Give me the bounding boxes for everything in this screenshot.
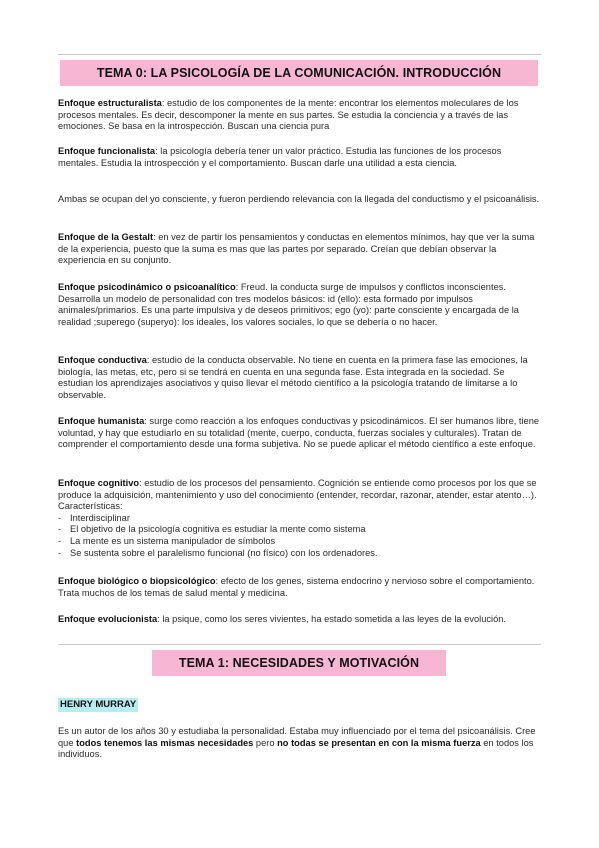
gestalt-paragraph bbox=[58, 232, 542, 267]
list-item: - Se sustenta sobre el paralelismo funcional (no físico) con los ordenadores. bbox=[58, 548, 542, 560]
psicodinamico-term: Enfoque psicodinámico o psicoanalítico bbox=[58, 282, 236, 292]
list-item: - Interdisciplinar bbox=[58, 513, 542, 525]
murray-text-mid: pero bbox=[253, 737, 278, 748]
humanista-text: : surge como reacción a los enfoques conductivas y psicodinámicos. El ser humanos libre, tiene voluntad, y hay que estudiarlo en su totalidad (mente, cuerpo, conducta, fuerzas sociales y culturales). Tratan de comprender el comportamiento desde una forma subjetiva. No se puede aplicar el método científico a este enfoque. bbox=[58, 416, 540, 450]
cognitivo-term: Enfoque cognitivo bbox=[58, 478, 140, 488]
cognitivo-paragraph bbox=[58, 478, 542, 513]
ambas-paragraph: Ambas se ocupan del yo consciente, y fueron perdiendo relevancia con la llegada del conductismo y el psicoanálisis. bbox=[58, 194, 540, 204]
humanista-paragraph bbox=[58, 416, 542, 451]
psicodinamico-paragraph bbox=[58, 282, 542, 328]
cognitivo-list bbox=[58, 513, 542, 559]
gestalt-term: Enfoque de la Gestalt bbox=[58, 232, 154, 242]
tema1-title: TEMA 1: NECESIDADES Y MOTIVACIÓN bbox=[152, 650, 446, 676]
divider bbox=[58, 644, 541, 645]
henry-murray-heading: HENRY MURRAY bbox=[60, 699, 137, 710]
biologico-paragraph bbox=[58, 576, 542, 599]
list-item: - La mente es un sistema manipulador de símbolos bbox=[58, 536, 542, 548]
murray-bold-2: no todas se presentan en con la misma fuerza bbox=[277, 737, 481, 748]
estructuralista-term: Enfoque estructuralista bbox=[58, 98, 162, 108]
biologico-term: Enfoque biológico o biopsicológico bbox=[58, 576, 216, 586]
funcionalista-text: : la psicología debería tener un valor práctico. Estudia las funciones de los procesos mentales. Estudia la introspección y el comportamiento. Buscan darle una utilidad a esta ciencia. bbox=[58, 146, 502, 168]
estructuralista-paragraph bbox=[58, 98, 542, 133]
evolucionista-text: : la psique, como los seres vivientes, ha estado sometida a las leyes de la evolución. bbox=[157, 614, 507, 624]
conductiva-term: Enfoque conductiva bbox=[58, 355, 147, 365]
gestalt-text: : en vez de partir los pensamientos y conductas en elementos mínimos, hay que ver la suma de la experiencia, puesto que la suma es mas que las partes por separado. Creían que debían observar la experiencia en su conjunto. bbox=[58, 232, 535, 266]
conductiva-paragraph bbox=[58, 355, 542, 401]
murray-text-end: en todos los individuos. bbox=[58, 737, 534, 760]
humanista-term: Enfoque humanista bbox=[58, 416, 145, 426]
evolucionista-term: Enfoque evolucionista bbox=[58, 614, 158, 624]
funcionalista-term: Enfoque funcionalista bbox=[58, 146, 156, 156]
murray-bold-1: todos tenemos las mismas necesidades bbox=[76, 737, 254, 748]
list-item: - El objetivo de la psicología cognitiva es estudiar la mente como sistema bbox=[58, 524, 542, 536]
conductiva-text: : estudio de la conducta observable. No tiene en cuenta en la primera fase las emociones, la biología, las metas, etc, pero si se tendrá en cuenta en una segunda fase. Esta integrada en la sociedad. Se estudian los aprendizajes asociativos y quiso llevar el método científico a la psicología tratando de limitarse a lo observable. bbox=[58, 355, 528, 400]
murray-paragraph bbox=[58, 726, 542, 761]
biologico-text: : efecto de los genes, sistema endocrino y nervioso sobre el comportamiento. Trata muchos de los temas de salud mental y medicina. bbox=[58, 576, 535, 598]
psicodinamico-text: : Freud. la conducta surge de impulsos y conflictos inconscientes. Desarrolla un modelo de personalidad con tres modelos básicos: id (ello): esta formado por impulsos animales/primarios. Es una parte impulsiva y de deseos primitivos; ego (yo): parte consciente y encargada de la realidad ;superego (superyo): los ideales, los valores sociales, lo que se debería o no hacer. bbox=[58, 282, 519, 327]
estructuralista-text: : estudio de los componentes de la mente: encontrar los elementos moleculares de los procesos mentales. Es decir, descomponer la mente en sus partes. Se estudia la conciencia y a través de las emociones. Se basa en la introspección. Buscan una ciencia pura bbox=[58, 98, 519, 132]
cognitivo-text: : estudio de los procesos del pensamiento. Cognición se entiende como procesos por los que se produce la adquisición, mantenimiento y uso del conocimiento (entender, recordar, razonar, atender, estar atento…). Características: bbox=[58, 478, 537, 512]
murray-text: Es un autor de los años 30 y estudiaba la personalidad. Estaba muy influenciado por el tema del psicoanálisis. Cree que bbox=[58, 726, 536, 748]
evolucionista-paragraph bbox=[58, 614, 542, 626]
divider bbox=[58, 54, 541, 55]
tema0-title: TEMA 0: LA PSICOLOGÍA DE LA COMUNICACIÓN. INTRODUCCIÓN bbox=[60, 60, 538, 86]
funcionalista-paragraph bbox=[58, 146, 542, 169]
cognitivo-block bbox=[58, 478, 542, 559]
